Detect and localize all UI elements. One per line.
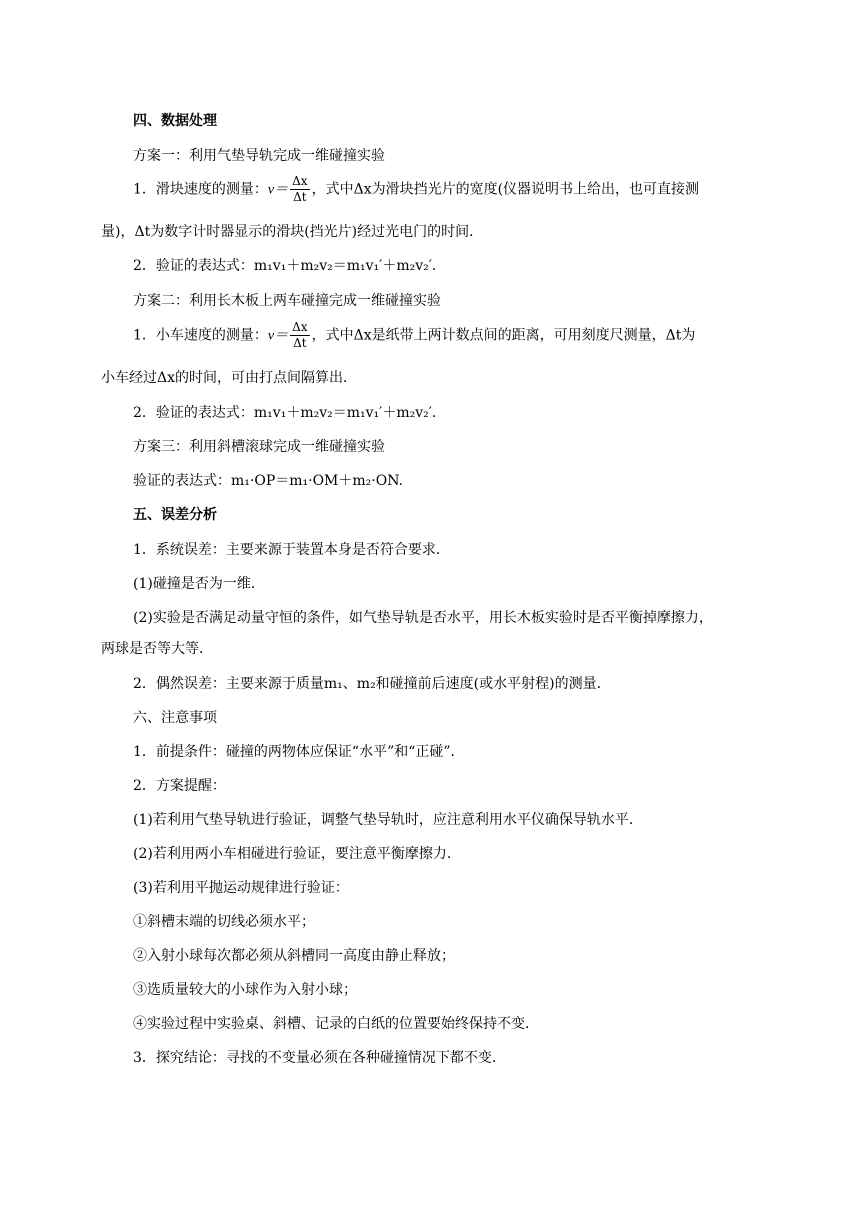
velocity-fraction	[290, 320, 309, 351]
scheme-2-item-2: 2．验证的表达式：m₁v₁＋m₂v₂＝m₁v₁′＋m₂v₂′．	[133, 405, 446, 421]
notes-line-10: 3．探究结论：寻找的不变量必须在各种碰撞情况下都不变．	[133, 1050, 506, 1066]
notes-line-3: (1)若利用气垫导轨进行验证，调整气垫导轨时，应注意利用水平仪确保导轨水平．	[133, 812, 643, 828]
error-line-3: (2)实验是否满足动量守恒的条件，如气垫导轨是否水平，用长木板实验时是否平衡掉摩擦力，	[133, 610, 713, 626]
error-line-2: (1)碰撞是否为一维．	[133, 576, 265, 592]
notes-line-5: (3)若利用平抛运动规律进行验证：	[133, 880, 349, 896]
fraction-numerator: Δx	[292, 320, 308, 334]
section-6-heading: 六、注意事项	[133, 710, 217, 726]
scheme-3-title: 方案三：利用斜槽滚球完成一维碰撞实验	[133, 439, 385, 455]
fraction-denominator: Δt	[293, 336, 307, 350]
notes-line-9: ④实验过程中实验桌、斜槽、记录的白纸的位置要始终保持不变．	[133, 1016, 539, 1032]
error-line-4: 两球是否等大等．	[101, 641, 213, 657]
notes-line-1: 1．前提条件：碰撞的两物体应保证“水平”和“正碰”．	[133, 744, 465, 760]
notes-line-7: ②入射小球每次都必须从斜槽同一高度由静止释放；	[133, 948, 455, 964]
scheme-2-item-1-continued: 小车经过Δx的时间，可由打点间隔算出．	[101, 370, 358, 386]
notes-line-2: 2．方案提醒：	[133, 778, 226, 794]
error-line-1: 1．系统误差：主要来源于装置本身是否符合要求．	[133, 542, 450, 558]
velocity-fraction	[290, 174, 309, 205]
section-5-heading: 五、误差分析	[133, 507, 217, 523]
fraction-numerator: Δx	[292, 174, 308, 188]
scheme-1-item-1-prefix: 1．滑块速度的测量：	[133, 181, 268, 198]
velocity-symbol: v＝	[267, 328, 289, 344]
scheme-2-title: 方案二：利用长木板上两车碰撞完成一维碰撞实验	[133, 293, 441, 309]
notes-line-8: ③选质量较大的小球作为入射小球；	[133, 982, 357, 998]
scheme-2-item-1-prefix: 1．小车速度的测量：	[133, 327, 268, 344]
section-4-heading: 四、数据处理	[133, 113, 217, 129]
notes-line-4: (2)若利用两小车相碰进行验证，要注意平衡摩擦力．	[133, 846, 461, 862]
scheme-1-item-1	[133, 174, 699, 205]
scheme-2-item-1	[133, 320, 695, 351]
scheme-3-formula: 验证的表达式：m₁·OP＝m₁·OM＋m₂·ON.	[133, 473, 404, 489]
scheme-1-title: 方案一：利用气垫导轨完成一维碰撞实验	[133, 148, 385, 164]
velocity-symbol: v＝	[267, 182, 289, 198]
scheme-1-item-1-continued: 量)，Δt为数字计时器显示的滑块(挡光片)经过光电门的时间．	[101, 224, 484, 240]
scheme-2-item-1-description: ，式中Δx是纸带上两计数点间的距离，可用刻度尺测量，Δt为	[311, 327, 696, 344]
error-line-5: 2．偶然误差：主要来源于质量m₁、m₂和碰撞前后速度(或水平射程)的测量．	[133, 676, 611, 692]
scheme-1-item-2: 2．验证的表达式：m₁v₁＋m₂v₂＝m₁v₁′＋m₂v₂′．	[133, 258, 446, 274]
fraction-denominator: Δt	[293, 190, 307, 204]
scheme-1-item-1-description: ，式中Δx为滑块挡光片的宽度(仪器说明书上给出，也可直接测	[311, 181, 700, 198]
notes-line-6: ①斜槽末端的切线必须水平；	[133, 914, 315, 930]
